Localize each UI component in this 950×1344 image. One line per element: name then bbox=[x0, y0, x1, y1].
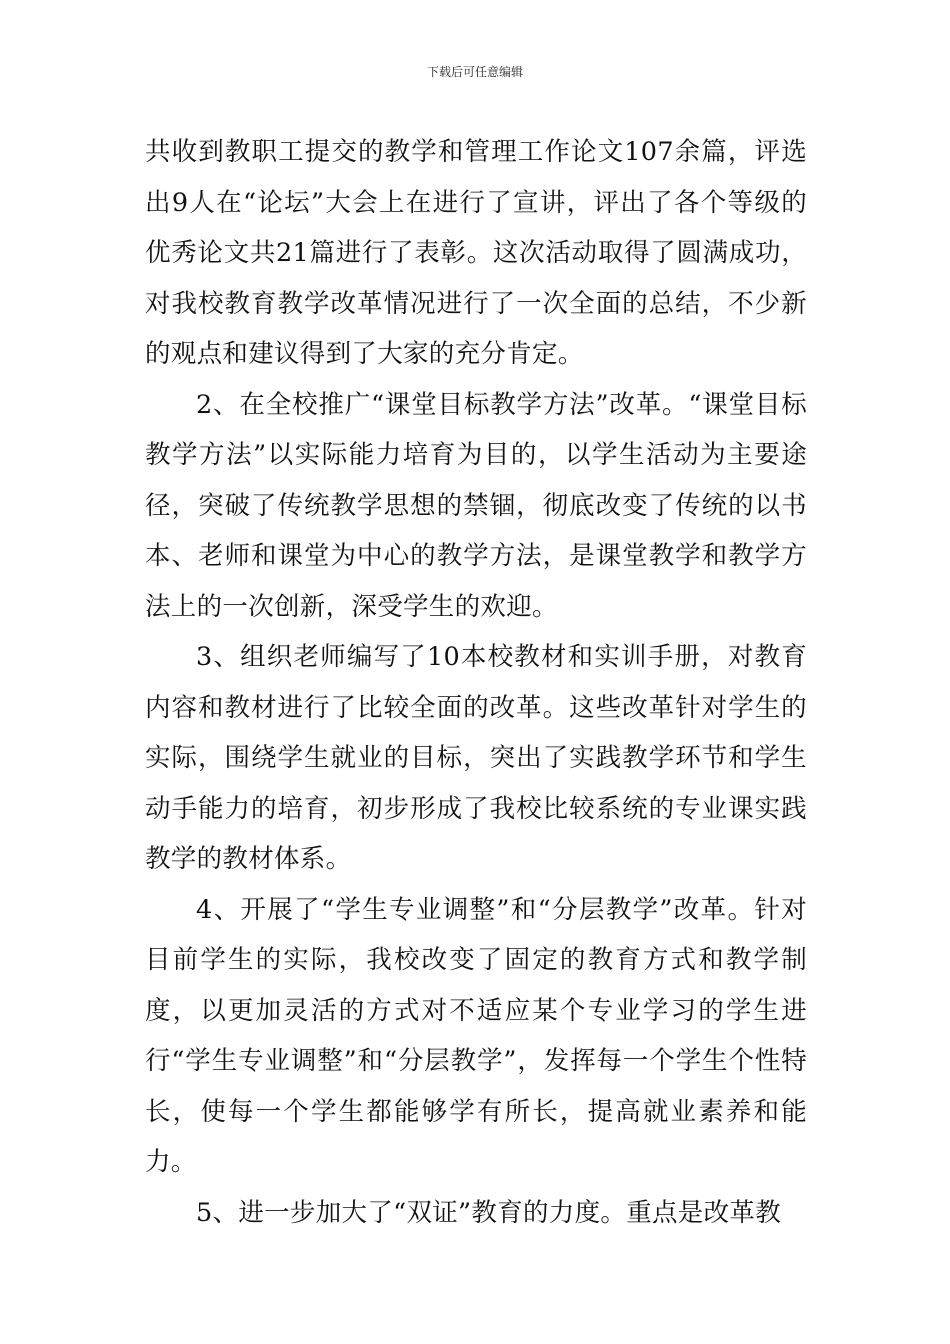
paragraph-item-5: 5、进一步加大了“双证”教育的力度。重点是改革教 bbox=[196, 1197, 781, 1228]
document-body bbox=[145, 127, 807, 1238]
header-note: 下载后可任意编辑 bbox=[426, 65, 523, 79]
paragraph-continuation: 共收到教职工提交的教学和管理工作论文107余篇，评选出9人在“论坛”大会上在进行了宣讲，评出了各个等级的优秀论文共21篇进行了表彰。这次活动取得了圆满成功，对我校教育教学改革情况进行了一次全面的总结，不少新的观点和建议得到了大家的充分肯定。 bbox=[145, 137, 807, 369]
paragraph-item-4: 4、开展了“学生专业调整”和“分层教学”改革。针对目前学生的实际，我校改变了固定的教育方式和教学制度，以更加灵活的方式对不适应某个专业学习的学生进行“学生专业调整”和“分层教学”，发挥每一个学生个性特长，使每一个学生都能够学有所长，提高就业素养和能力。 bbox=[145, 894, 807, 1177]
paragraph-item-2: 2、在全校推广“课堂目标教学方法”改革。“课堂目标教学方法”以实际能力培育为目的，以学生活动为主要途径，突破了传统教学思想的禁锢，彻底改变了传统的以书本、老师和课堂为中心的教学方法，是课堂教学和教学方法上的一次创新，深受学生的欢迎。 bbox=[145, 389, 807, 622]
paragraph-item-3: 3、组织老师编写了10本校教材和实训手册，对教育内容和教材进行了比较全面的改革。这些改革针对学生的实际，围绕学生就业的目标，突出了实践教学环节和学生动手能力的培育，初步形成了我校比较系统的专业课实践教学的教材体系。 bbox=[145, 642, 807, 874]
